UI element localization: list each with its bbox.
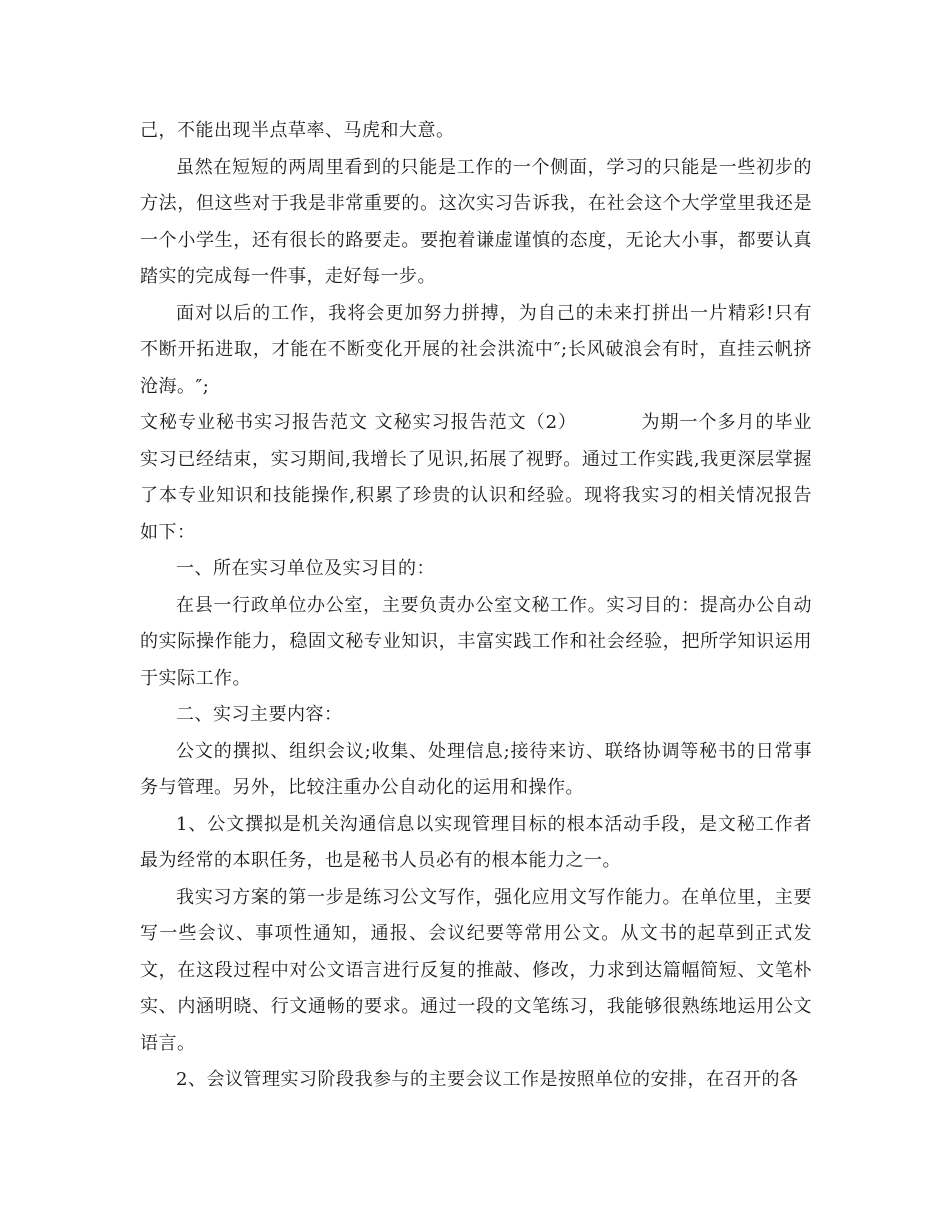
- paragraph: 虽然在短短的两周里看到的只能是工作的一个侧面，学习的只能是一些初步的方法，但这些对于我是非常重要的。这次实习告诉我，在社会这个大学堂里我还是一个小学生，还有很长的路要走。要抱着谦虚谨慎的态度，无论大小事，都要认真踏实的完成每一件事，走好每一步。: [140, 156, 812, 287]
- paragraph: 面对以后的工作，我将会更加努力拼搏，为自己的未来打拼出一片精彩!只有不断开拓进取，才能在不断变化开展的社会洪流中″;长风破浪会有时，直挂云帆挤沧海。″;: [140, 302, 812, 397]
- paragraph: 2、会议管理实习阶段我参与的主要会议工作是按照单位的安排，在召开的各: [176, 1069, 799, 1090]
- paragraph: 一、所在实习单位及实习目的：: [176, 558, 435, 579]
- paragraph: 二、实习主要内容：: [176, 704, 343, 725]
- heading-continuation: 为期一个多月的毕业实习已经结束，实习期间,我增长了见识,拓展了视野。通过工作实践,我更深层掌握了本专业知识和技能操作,积累了珍贵的认识和经验。现将我实习的相关情况报告如下：: [140, 412, 812, 543]
- paragraph: 1、公文撰拟是机关沟通信息以实现管理目标的根本活动手段，是文秘工作者最为经常的本职任务，也是秘书人员必有的根本能力之一。: [140, 813, 812, 871]
- document-body: [140, 113, 812, 1099]
- section-heading-paragraph: [140, 405, 812, 551]
- paragraph: 在县一行政单位办公室，主要负责办公室文秘工作。实习目的：提高办公自动的实际操作能力，稳固文秘专业知识，丰富实践工作和社会经验，把所学知识运用于实际工作。: [140, 594, 812, 689]
- paragraph: 己，不能出现半点草率、马虎和大意。: [140, 120, 455, 141]
- paragraph: 公文的撰拟、组织会议;收集、处理信息;接待来访、联络协调等秘书的日常事务与管理。另外，比较注重办公自动化的运用和操作。: [140, 740, 812, 798]
- section-heading: 文秘专业秘书实习报告范文 文秘实习报告范文（2）: [140, 412, 578, 433]
- paragraph: 我实习方案的第一步是练习公文写作，强化应用文写作能力。在单位里，主要写一些会议、事项性通知，通报、会议纪要等常用公文。从文书的起草到正式发文，在这段过程中对公文语言进行反复的推敲、修改，力求到达篇幅简短、文笔朴实、内涵明晓、行文通畅的要求。通过一段的文笔练习，我能够很熟练地运用公文语言。: [140, 886, 812, 1054]
